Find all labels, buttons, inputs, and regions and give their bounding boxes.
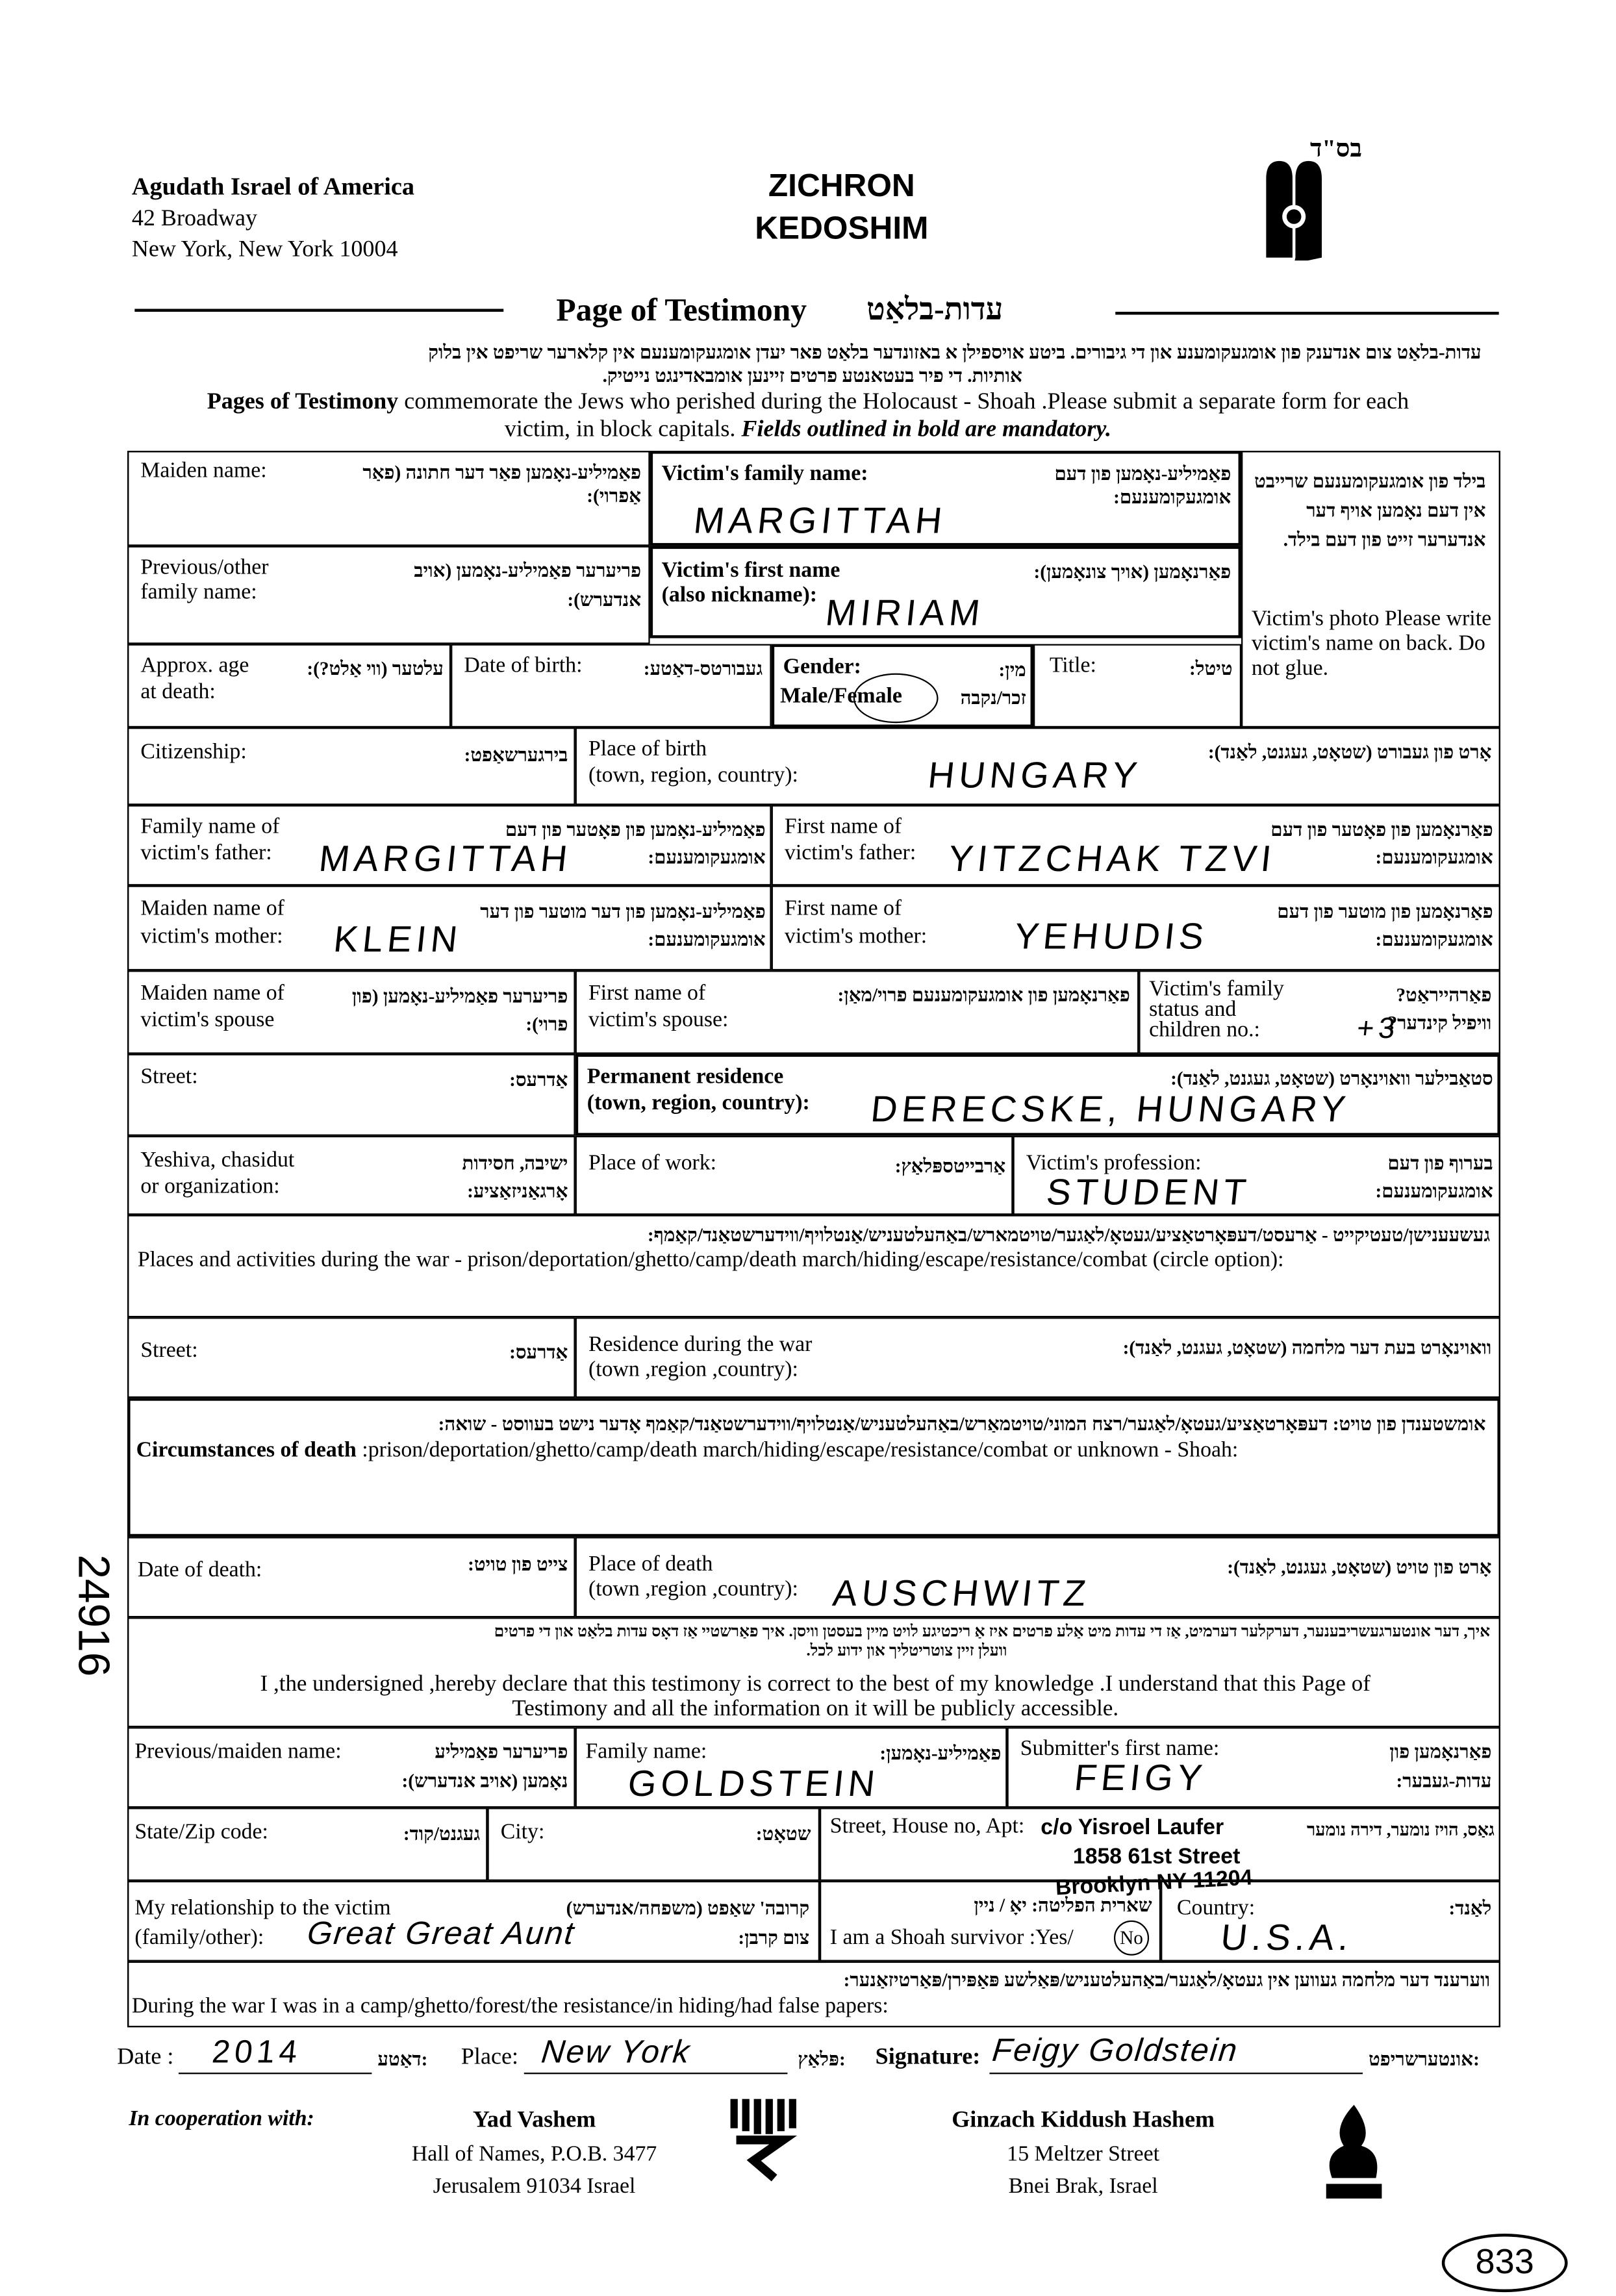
place-of-work-field[interactable] xyxy=(575,1136,1013,1215)
label: Places and activities during the war - prison/deportation/ghetto/camp/death march/hiding/escape/resistance/combat (circle option): xyxy=(137,1248,1284,1272)
during-war-field[interactable] xyxy=(127,1962,1500,2027)
profession-value[interactable]: STUDENT xyxy=(1044,1172,1253,1214)
label-hebrew: בערוף פון דעם אומגעקומענעם: xyxy=(1375,1152,1493,1202)
label: First name of xyxy=(784,815,902,839)
label-hebrew: צייט פון טויט: xyxy=(468,1553,568,1575)
label-hebrew: פאַרנאָמען פון מוטער פון דעם אומגעקומענעם: xyxy=(1277,900,1493,950)
label-hebrew: צום קרבן: xyxy=(738,1926,810,1949)
intro-bold: Pages of Testimony xyxy=(207,389,399,414)
label: First name of xyxy=(588,982,706,1006)
org-address-1: 42 Broadway xyxy=(131,206,258,232)
label: Gender: xyxy=(783,655,861,679)
family-status-field[interactable] xyxy=(1139,970,1500,1053)
places-during-war-field[interactable] xyxy=(127,1215,1500,1317)
survivor-no-circled[interactable]: No xyxy=(1114,1921,1149,1956)
label: (family/other): xyxy=(134,1926,264,1950)
relationship-field[interactable] xyxy=(127,1881,820,1962)
yeshiva-field[interactable] xyxy=(127,1136,575,1215)
org-name: Agudath Israel of America xyxy=(131,172,415,201)
residence-during-war-field[interactable] xyxy=(575,1317,1500,1398)
label-hebrew: געגנט/קוד: xyxy=(403,1822,481,1845)
address-stamp-line-2: 1858 61st Street xyxy=(1072,1844,1241,1869)
label: Victim's first name xyxy=(661,559,840,583)
title-kedoshim: KEDOSHIM xyxy=(755,209,929,246)
label-hebrew: וואוינאָרט בעת דער מלחמה (שטאָט, געגנט, לאַנד): xyxy=(1122,1336,1492,1359)
label-hebrew: מין: זכר/נקבה xyxy=(960,659,1026,709)
label: Previous/other xyxy=(140,556,269,580)
street-during-war-field[interactable] xyxy=(127,1317,575,1398)
date-label: Date : xyxy=(117,2045,174,2070)
gender-options[interactable]: Male/Female xyxy=(780,685,902,709)
label-hebrew: פאַמיליע-נאָמען פאַר דער חתונה (פאַר אַפרוי): xyxy=(362,460,642,507)
yad-vashem-logo-icon xyxy=(725,2096,805,2184)
label: Citizenship: xyxy=(140,740,247,764)
flame-logo-icon xyxy=(1317,2102,1391,2204)
date-value[interactable]: 2014 xyxy=(210,2033,304,2070)
gender-field[interactable] xyxy=(772,644,1033,727)
label: status and xyxy=(1149,998,1237,1022)
spouse-first-name-field[interactable] xyxy=(575,970,1139,1053)
victim-family-name-field[interactable] xyxy=(650,451,1241,546)
org-address-2: New York, New York 10004 xyxy=(131,237,398,262)
label: Previous/maiden name: xyxy=(134,1740,342,1764)
place-value[interactable]: New York xyxy=(539,2033,693,2070)
label-hebrew: פאַרנאָמען פון אומגעקומענעם פרוי/מאַן: xyxy=(837,983,1130,1006)
title-rule-left xyxy=(134,309,503,312)
country-field[interactable] xyxy=(1161,1881,1500,1962)
submitter-family-name-field[interactable] xyxy=(575,1727,1007,1808)
label: Street: xyxy=(140,1339,198,1363)
street-house-field[interactable] xyxy=(820,1808,1500,1901)
label: City: xyxy=(500,1821,545,1845)
page-title: Page of Testimony xyxy=(556,291,807,328)
side-number: 24916 xyxy=(68,1554,118,1677)
submitter-family-name-value[interactable]: GOLDSTEIN xyxy=(625,1763,881,1805)
label-hebrew: בילד פון אומגעקומענעם שרייבט אין דעם נאָמען אויף דער אנדערער זייט פון דעם בילד. xyxy=(1254,470,1486,551)
label-hebrew: עדות-געבער: xyxy=(1396,1769,1492,1792)
label: victim's father: xyxy=(784,841,916,865)
mother-maiden-name-field[interactable] xyxy=(127,885,772,970)
date-of-birth-field[interactable] xyxy=(451,644,772,727)
label-hebrew: פאַמיליע-נאָמען: xyxy=(879,1741,1002,1764)
label-hebrew: אַדרעס: xyxy=(509,1068,568,1091)
date-line xyxy=(179,2073,372,2074)
label: Yeshiva, chasidut xyxy=(140,1149,295,1173)
label: (town ,region ,country): xyxy=(588,1578,798,1602)
declaration-hebrew-1: איך, דער אונטערגעשריבענער, דערקלער דערמיט, אַז די עדות מיט אַלע פרטים איז אַ ריכטיגע לויט מיין בעסטן וויסן. איך פאַרשטיי אַז דאָס עדות בלאַט און די פרטים xyxy=(494,1623,1491,1641)
label: Place of work: xyxy=(588,1152,717,1176)
page-number-circled: 833 xyxy=(1442,2234,1568,2292)
label-hebrew: שארית הפליטה: יאָ / ניין xyxy=(974,1894,1152,1916)
label-hebrew: פאַרנאָמען פון xyxy=(1389,1740,1492,1763)
date-label-hebrew: דאַטע: xyxy=(377,2047,428,2070)
signature-line xyxy=(989,2073,1363,2074)
label-hebrew: ווערענד דער מלחמה געווען אין געטאָ/לאַגער/באַהעלטעניש/פּאַלשע פּאַפּירן/פּאַרטיזאַנער: xyxy=(843,1969,1491,1991)
title-zichron: ZICHRON xyxy=(768,166,915,204)
label-hebrew: בירגערשאַפט: xyxy=(464,743,568,766)
label-hebrew: עלטער (ווי אַלט?): xyxy=(307,657,444,679)
label-hebrew: פריערער פאַמיליע xyxy=(435,1740,568,1763)
label-hebrew: קרובה' שאַפט (משפחה/אנדערש) xyxy=(566,1897,810,1919)
label: During the war I was in a camp/ghetto/forest/the resistance/in hiding/had false papers: xyxy=(131,1995,889,2019)
label: Date of birth: xyxy=(464,654,583,678)
label-hebrew: ישיבה, חסידות אָרגאַניזאַציע: xyxy=(462,1152,568,1202)
intro-text: commemorate the Jews who perished during the Holocaust - Shoah .Please submit a separate form for each xyxy=(398,389,1409,414)
mother-first-name-value[interactable]: YEHUDIS xyxy=(1012,916,1210,957)
label-hebrew: נאָמען (אויב אנדערש): xyxy=(401,1769,568,1792)
signature-label: Signature: xyxy=(875,2045,981,2070)
address-stamp-line-3: Brooklyn NY 11204 xyxy=(1055,1865,1254,1901)
label: Maiden name of xyxy=(140,897,284,921)
submitter-first-name-field[interactable] xyxy=(1007,1727,1500,1808)
father-family-name-value[interactable]: MARGITTAH xyxy=(317,839,574,880)
label-hebrew: געשעענישן/טעטיקייט - אַרעסט/דעפּאָרטאַציע/געטאָ/לאַגער/טויטמארש/באַהעלטעניש/אַנטלויף/ווידערשטאַנד/קאַמף: xyxy=(647,1224,1491,1246)
label: Victim's photo Please write victim's name on back. Do not glue. xyxy=(1251,607,1492,681)
label: children no.: xyxy=(1149,1018,1260,1042)
intro-text-2: victim, in block capitals. xyxy=(504,417,742,442)
family-status-value[interactable]: +3 xyxy=(1355,1013,1401,1046)
relationship-value[interactable]: Great Great Aunt xyxy=(305,1914,577,1952)
label: My relationship to the victim xyxy=(134,1897,391,1921)
label: Family name of xyxy=(140,815,280,839)
label: State/Zip code: xyxy=(134,1821,268,1845)
label-hebrew: לאַנד: xyxy=(1448,1897,1492,1919)
state-zip-field[interactable] xyxy=(127,1808,487,1881)
page-title-hebrew: עדות-בלאַט xyxy=(866,291,1004,327)
permanent-residence-field[interactable] xyxy=(575,1054,1500,1136)
mother-maiden-name-value[interactable]: KLEIN xyxy=(331,919,464,961)
label: family name: xyxy=(140,581,257,605)
intro-mandatory-note: Fields outlined in bold are mandatory. xyxy=(741,417,1112,442)
place-label: Place: xyxy=(461,2045,518,2070)
label-hebrew: אַרבייטספּלאַץ: xyxy=(894,1155,1006,1177)
signature-label-hebrew: אונטערשריפט: xyxy=(1369,2047,1480,2070)
label-hebrew: פאַרהייראַט? וויפיל קינדער? xyxy=(1387,983,1492,1034)
label: Victim's profession: xyxy=(1026,1152,1202,1176)
survivor-field[interactable] xyxy=(820,1881,1161,1962)
label: (also nickname): xyxy=(661,584,818,608)
label-hebrew: אָרט פון געבורט (שטאָט, געגנט, לאַנד): xyxy=(1207,740,1492,763)
declaration xyxy=(127,1617,1500,1727)
intro-english-1 xyxy=(134,389,1481,416)
label-hebrew: סטאַבילער וואוינאָרט (שטאָט, געגנט, לאַנד): xyxy=(1170,1066,1493,1089)
bsd-mark: בס"ד xyxy=(1309,134,1362,163)
declaration-english-2: Testimony and all the information on it will be publicly accessible. xyxy=(512,1696,1119,1722)
victim-photo-field[interactable] xyxy=(1241,451,1500,727)
yad-vashem-address-2: Jerusalem 91034 Israel xyxy=(433,2175,636,2199)
submitter-previous-name-field[interactable] xyxy=(127,1727,575,1808)
title-field[interactable] xyxy=(1033,644,1241,727)
label: victim's spouse: xyxy=(588,1008,729,1032)
label: (town, region, country): xyxy=(587,1092,810,1116)
label: Maiden name: xyxy=(140,459,267,483)
city-field[interactable] xyxy=(487,1808,820,1881)
place-label-hebrew: פּלאַץ: xyxy=(798,2047,846,2070)
label: Family name: xyxy=(585,1740,707,1764)
place-of-death-value[interactable]: AUSCHWITZ xyxy=(831,1573,1092,1615)
label: (town ,region ,country): xyxy=(588,1358,798,1382)
label-hebrew: גאַס, הויז נומער, דירה נומער xyxy=(1306,1819,1495,1840)
signature-value[interactable]: Feigy Goldstein xyxy=(991,2031,1241,2069)
father-first-name-field[interactable] xyxy=(772,805,1500,885)
tablets-logo-icon xyxy=(1262,158,1326,260)
maiden-name-field[interactable] xyxy=(127,451,650,546)
date-of-death-field[interactable] xyxy=(127,1537,575,1617)
label-hebrew: פאַמיליע-נאָמען פון דעם אומגעקומענעם: xyxy=(1054,462,1231,508)
label-hebrew: פאַמיליע-נאָמען פון דער מוטער פון דער אומגעקומענעם: xyxy=(480,900,766,950)
declaration-english-1: I ,the undersigned ,hereby declare that this testimony is correct to the best of my knowledge .I understand that this Page of xyxy=(260,1671,1370,1697)
yad-vashem-address-1: Hall of Names, P.O.B. 3477 xyxy=(411,2143,657,2167)
label: Street, House no, Apt: xyxy=(829,1815,1025,1839)
label: Place of death xyxy=(588,1553,713,1577)
victim-first-name-value[interactable]: MIRIAM xyxy=(823,592,987,634)
label-hebrew: טיטל: xyxy=(1189,657,1233,679)
label: First name of xyxy=(784,897,902,921)
label: at death: xyxy=(140,680,216,704)
country-value[interactable]: U.S.A. xyxy=(1218,1917,1356,1959)
intro-hebrew-2: אותיות. די פיר בעטאנטע פרטים זיינען אומבאדינגט נייטיק. xyxy=(602,364,1022,386)
label: victim's father: xyxy=(140,841,272,865)
previous-family-name-field[interactable] xyxy=(127,546,650,644)
place-of-birth-field[interactable] xyxy=(575,727,1500,805)
citizenship-field[interactable] xyxy=(127,727,575,805)
label-bold: Circumstances of death xyxy=(136,1439,357,1463)
label-hebrew: פריערער פאַמיליע-נאָמען (פון פרוי): xyxy=(351,985,568,1035)
label: Victim's family xyxy=(1149,978,1284,1002)
victim-first-name-field[interactable] xyxy=(650,546,1241,638)
label: or organization: xyxy=(140,1175,280,1199)
mother-first-name-field[interactable] xyxy=(772,885,1500,970)
label-hebrew: פאַרנאָמען פון פאָטער פון דעם אומגעקומענעם: xyxy=(1270,818,1493,868)
father-first-name-value[interactable]: YITZCHAK TZVI xyxy=(946,839,1278,880)
label-hebrew: אומשטענדן פון טויט: דעפּאָרטאַציע/געטאָ/לאַגער/רצח המוני/טויטמאַרש/באַהעלטעניש/אַנטלויף/ווידערשטאַנד/קאַמף אָדער נישט בעווסט - שואה: xyxy=(438,1412,1486,1435)
declaration-hebrew-2: וועלן זיין צוטריטליך און ידוע לכל. xyxy=(806,1642,1007,1660)
label-hebrew: אַדרעס: xyxy=(509,1341,568,1363)
label: Residence during the war xyxy=(588,1333,813,1357)
intro-hebrew-1: עדות-בלאַט צום אנדענק פון אומגעקומענע און די גיבורים. ביטע אויספילן א באזונדער בלאַט פאר יעדן אומגעקומענעם אין קלארער שריפט אין בלוק xyxy=(428,341,1482,363)
ginzach-address-1: 15 Meltzer Street xyxy=(1007,2143,1159,2167)
label: victim's mother: xyxy=(140,925,283,949)
age-at-death-field[interactable] xyxy=(127,644,451,727)
permanent-residence-value[interactable]: DERECSKE, HUNGARY xyxy=(868,1089,1352,1130)
label-hebrew: אָרט פון טויט (שטאָט, געגנט, לאַנד): xyxy=(1227,1556,1492,1578)
ginzach-name: Ginzach Kiddush Hashem xyxy=(952,2108,1215,2133)
yad-vashem-name: Yad Vashem xyxy=(472,2108,596,2133)
label-hebrew: פאַמיליע-נאָמען פון פאָטער פון דעם אומגעקומענעם: xyxy=(505,818,766,868)
place-of-death-field[interactable] xyxy=(575,1537,1500,1617)
title-rule-right xyxy=(1115,312,1498,315)
place-of-birth-value[interactable]: HUNGARY xyxy=(926,755,1144,796)
label: Approx. age xyxy=(140,654,249,678)
label: Victim's family name: xyxy=(661,462,868,486)
label-hebrew: שטאָט: xyxy=(755,1822,811,1845)
address-stamp-line-1: c/o Yisroel Laufer xyxy=(1041,1815,1224,1840)
female-circle-mark xyxy=(853,674,939,724)
ginzach-address-2: Bnei Brak, Israel xyxy=(1008,2175,1158,2199)
victim-family-name-value[interactable]: MARGITTAH xyxy=(692,500,949,542)
label: Country: xyxy=(1176,1897,1256,1921)
spouse-maiden-name-field[interactable] xyxy=(127,970,575,1053)
circumstances-of-death-field[interactable] xyxy=(127,1398,1500,1537)
label: Title: xyxy=(1049,654,1096,678)
label: Maiden name of xyxy=(140,982,284,1006)
label-hebrew: געבורטס-דאַטע: xyxy=(643,657,763,679)
label: Street: xyxy=(140,1065,198,1089)
label: I am a Shoah survivor :Yes/ xyxy=(829,1926,1074,1950)
label: victim's mother: xyxy=(784,925,928,949)
intro-english-2 xyxy=(134,417,1481,444)
place-line xyxy=(524,2073,788,2074)
profession-field[interactable] xyxy=(1013,1136,1500,1215)
street-field[interactable] xyxy=(127,1054,575,1136)
label: Submitter's first name: xyxy=(1020,1737,1220,1761)
cooperation-label: In cooperation with: xyxy=(129,2108,314,2132)
label: Place of birth xyxy=(588,737,707,761)
label-hebrew: פריערער פאַמיליע-נאָמען (אויב אנדערש): xyxy=(414,559,642,611)
label: :prison/deportation/ghetto/camp/death march/hiding/escape/resistance/combat or unknown - Shoah: xyxy=(356,1439,1239,1463)
label: (town, region, country): xyxy=(588,764,798,788)
label: Permanent residence xyxy=(587,1065,784,1089)
label: Date of death: xyxy=(137,1559,262,1583)
submitter-first-name-value[interactable]: FEIGY xyxy=(1072,1758,1209,1799)
father-family-name-field[interactable] xyxy=(127,805,772,885)
label-hebrew: פאַרנאָמען (אויך צונאָמען): xyxy=(1033,561,1231,583)
label: victim's spouse xyxy=(140,1008,275,1032)
